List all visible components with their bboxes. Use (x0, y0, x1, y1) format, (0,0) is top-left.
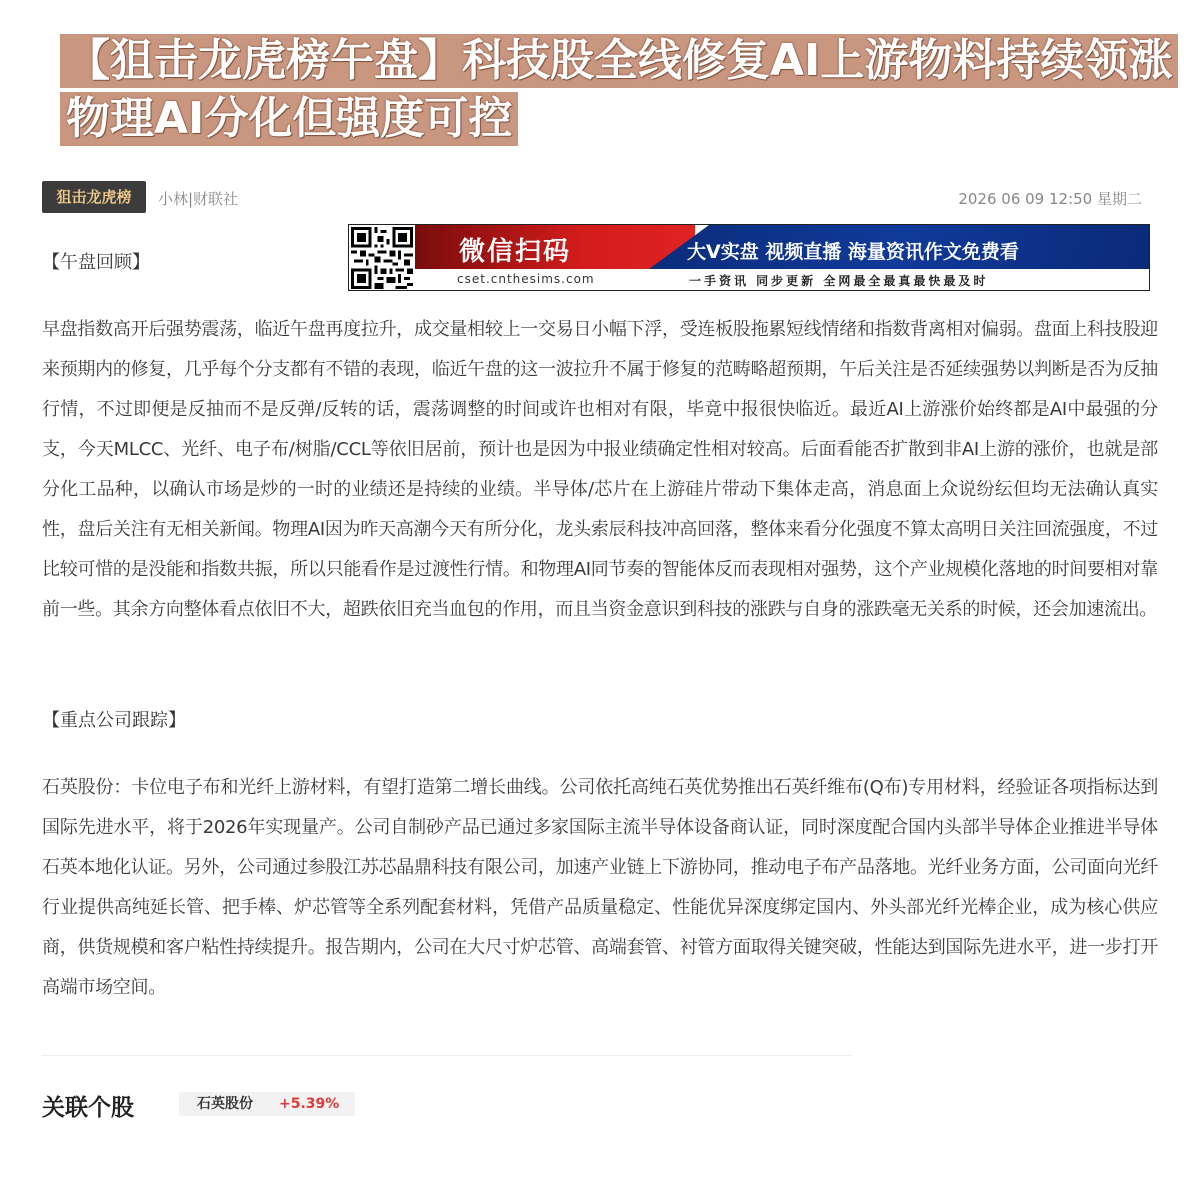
publish-date: 2026 06 09 12:50 星期二 (958, 190, 1142, 208)
ad-url[interactable]: cset.cnthesims.com (457, 272, 595, 286)
author-source[interactable]: 小林|财联社 (158, 190, 239, 208)
ad-headline: 微信扫码 (459, 237, 572, 267)
stock-change: +5.39% (279, 1096, 340, 1112)
ad-subline: 一手资讯 同步更新 全网最全最真最快最及时 (689, 274, 989, 288)
review-paragraph: 早盘指数高开后强势震荡，临近午盘再度拉升，成交量相较上一交易日小幅下浮，受连板股拖累短线情绪和指数背离相对偏弱。盘面上科技股迎来预期内的修复，几乎每个分支都有不错的表现，临近午盘的这一波拉升不属于修复的范畴略超预期，午后关注是否延续强势以判断是否为反抽行情，不过即便是反抽而不是反弹/反转的话，震荡调整的时间或许也相对有限，毕竟中报很快临近。最近AI上游涨价始终都是AI中最强的分支，今天MLCC、光纤、电子布/树脂/CCL等依旧居前，预计也是因为中报业绩确定性相对较高。后面看能否扩散到非AI上游的涨价，也就是部分化工品种，以确认市场是炒的一时的业绩还是持续的业绩。半导体/芯片在上游硅片带动下集体走高，消息面上众说纷纭但均无法确认真实性，盘后关注有无相关新闻。物理AI因为昨天高潮今天有所分化，龙头索辰科技冲高回落，整体来看分化强度不算太高明日关注回流强度，不过比较可惜的是没能和指数共振，所以只能看作是过渡性行情。和物理AI同节奏的智能体反而表现相对强势，这个产业规模化落地的时间要相对靠前一些。其余方向整体看点依旧不大，超跌依旧充当血包的作用，而且当资金意识到科技的涨跌与自身的涨跌毫无关系的时候，还会加速流出。 (42, 319, 1158, 620)
column-tag[interactable]: 狙击龙虎榜 (42, 181, 146, 213)
article-title (60, 34, 1173, 146)
related-stock-chip[interactable] (179, 1092, 355, 1116)
ad-banner[interactable] (348, 224, 1150, 291)
ad-slogan: 大V实盘 视频直播 海量资讯作文免费看 (687, 241, 1019, 263)
title-line-1: 【狙击龙虎榜午盘】科技股全线修复AI上游物料持续领涨 (60, 34, 1178, 88)
title-line-2: 物理AI分化但强度可控 (60, 92, 518, 146)
company-paragraph: 石英股份：卡位电子布和光纤上游材料，有望打造第二增长曲线。公司依托高纯石英优势推出石英纤维布(Q布)专用材料，经验证各项指标达到国际先进水平，将于2026年实现量产。公司自制砂产品已通过多家国际主流半导体设备商认证，同时深度配合国内头部半导体企业推进半导体石英本地化认证。另外，公司通过参股江苏芯晶鼎科技有限公司，加速产业链上下游协同，推动电子布产品落地。光纤业务方面，公司面向光纤行业提供高纯延长管、把手棒、炉芯管等全系列配套材料，凭借产品质量稳定、性能优异深度绑定国内、外头部光纤光棒企业，成为核心供应商，供货规模和客户粘性持续提升。报告期内，公司在大尺寸炉芯管、高端套管、衬管方面取得关键突破，性能达到国际先进水平，进一步打开高端市场空间。 (42, 777, 1158, 998)
article-meta (42, 181, 1142, 213)
stock-name: 石英股份 (197, 1096, 253, 1112)
section-title-review: 【午盘回顾】 (42, 252, 150, 273)
section-title-company: 【重点公司跟踪】 (42, 710, 186, 731)
related-stocks-title: 关联个股 (42, 1095, 134, 1121)
qr-code-icon (351, 227, 413, 289)
divider (42, 1055, 852, 1056)
